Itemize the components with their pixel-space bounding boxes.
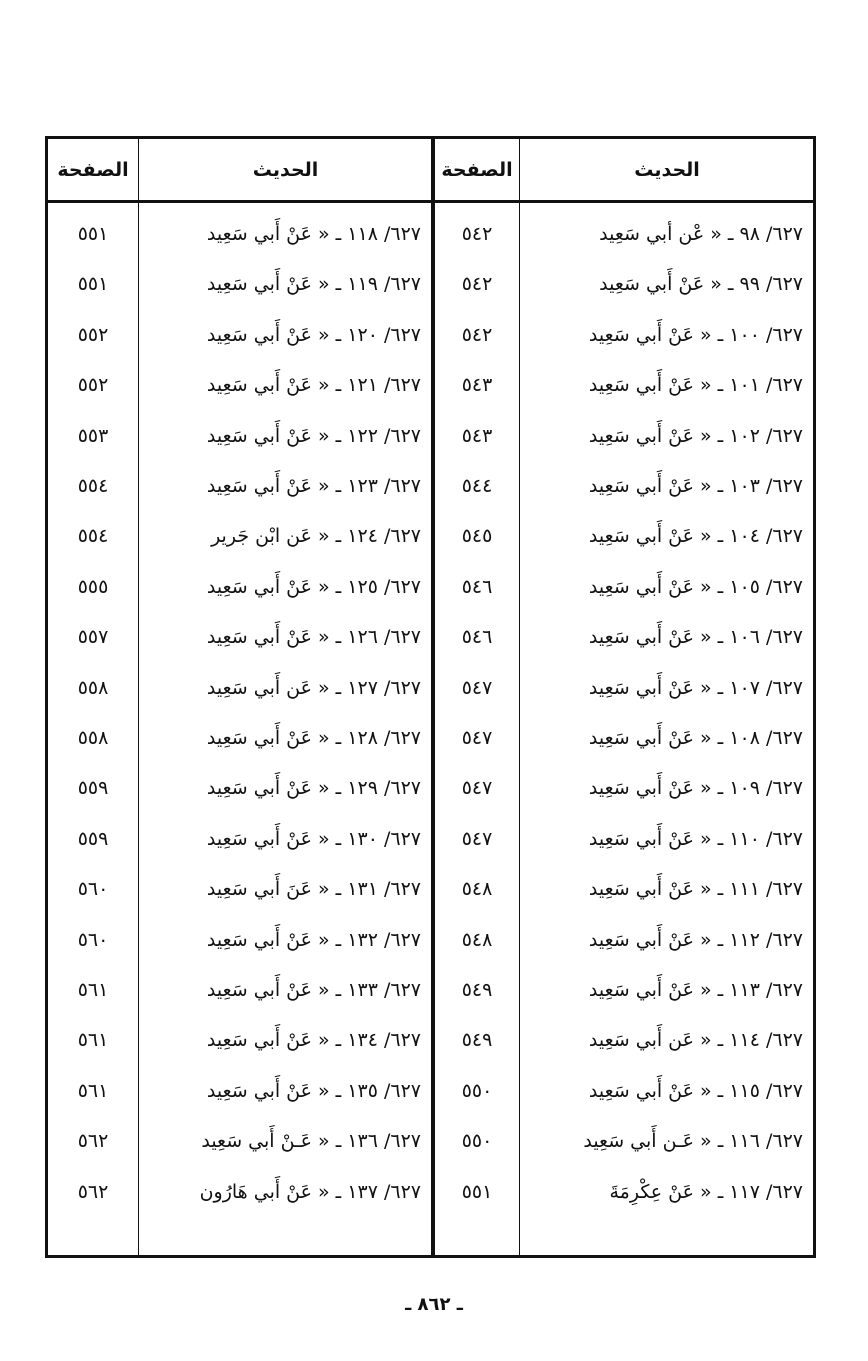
page-number: ـ ٨٦٢ ـ [405, 1294, 463, 1315]
page-ref-left: ٥٦٠ [77, 928, 109, 951]
hadith-entry-left: ٦٢٧/ ١٣٣ ـ « عَنْ أَبي سَعِيد [206, 979, 421, 1001]
hadith-entry-right: ٦٢٧/ ١١٣ ـ « عَنْ أَبي سَعِيد [588, 979, 803, 1001]
page-ref-left: ٥٦١ [77, 1079, 109, 1102]
page-ref-left: ٥٥١ [77, 273, 109, 296]
page-ref-right: ٥٤٤ [461, 475, 493, 497]
page-ref-right: ٥٤٧ [461, 727, 493, 749]
page-ref-left: ٥٥٤ [77, 475, 109, 497]
hadith-entry-left: ٦٢٧/ ١٢٨ ـ « عَنْ أَبي سَعِيد [206, 727, 421, 749]
hadith-entry-right: ٦٢٧/ ١٠٠ ـ « عَنْ أَبي سَعِيد [588, 323, 803, 346]
hadith-entry-right: ٦٢٧/ ١٠٥ ـ « عَنْ أَبي سَعِيد [588, 575, 803, 598]
hadith-entry-left: ٦٢٧/ ١٢٠ ـ « عَنْ أَبي سَعِيد [206, 323, 421, 346]
page-ref-left: ٥٥٩ [77, 827, 109, 850]
page-ref-right: ٥٥١ [461, 1180, 493, 1203]
page-ref-left: ٥٥١ [77, 223, 109, 245]
hadith-entry-left: ٦٢٧/ ١٢٧ ـ « عَن أَبي سَعِيد [206, 676, 421, 699]
hadith-entry-left: ٦٢٧/ ١٣٢ ـ « عَنْ أَبي سَعِيد [206, 928, 421, 951]
hadith-entry-right: ٦٢٧/ ١٠٦ ـ « عَنْ أَبي سَعِيد [588, 626, 803, 649]
header-page-left: الصفحة [57, 158, 129, 181]
page-ref-left: ٥٥٥ [77, 575, 109, 598]
page-ref-left: ٥٥٧ [77, 626, 109, 649]
page-ref-right: ٥٤٢ [461, 273, 493, 296]
page-ref-right: ٥٤٦ [461, 575, 493, 598]
page-ref-left: ٥٥٣ [77, 424, 109, 447]
hadith-entry-left: ٦٢٧/ ١٢١ ـ « عَنْ أَبي سَعِيد [206, 374, 421, 397]
hadith-entry-right: ٦٢٧/ ٩٩ ـ « عَنْ أَبي سَعِيد [599, 273, 803, 296]
page-ref-right: ٥٤٩ [461, 1029, 493, 1052]
page-ref-right: ٥٤٥ [461, 525, 493, 548]
page-ref-right: ٥٤٣ [461, 424, 493, 447]
page-ref-right: ٥٥٠ [461, 1130, 493, 1153]
page-ref-left: ٥٦٢ [77, 1180, 109, 1203]
index-table [45, 136, 816, 1258]
hadith-entry-left: ٦٢٧/ ١٣٤ ـ « عَنْ أَبي سَعِيد [206, 1029, 421, 1052]
hadith-entry-right: ٦٢٧/ ١٠٨ ـ « عَنْ أَبي سَعِيد [588, 727, 803, 749]
hadith-entry-right: ٦٢٧/ ١٠٩ ـ « عَنْ أَبي سَعِيد [588, 777, 803, 800]
page-ref-right: ٥٤٣ [461, 374, 493, 397]
hadith-entry-left: ٦٢٧/ ١٢٦ ـ « عَنْ أَبي سَعِيد [206, 626, 421, 649]
page-ref-left: ٥٥٨ [77, 676, 109, 699]
page-ref-right: ٥٤٦ [461, 626, 493, 649]
hadith-entry-left: ٦٢٧/ ١٢٥ ـ « عَنْ أَبي سَعِيد [206, 575, 421, 598]
header-hadith-left: الحديث [252, 158, 319, 181]
page-ref-right: ٥٤٨ [461, 928, 493, 951]
hadith-entry-left: ٦٢٧/ ١٣٧ ـ « عَنْ أَبي هَارُون [199, 1180, 421, 1203]
hadith-entry-right: ٦٢٧/ ١١٦ ـ « عَـن أَبي سَعِيد [583, 1130, 803, 1153]
hadith-entry-right: ٦٢٧/ ١١١ ـ « عَنْ أَبي سَعِيد [588, 878, 803, 901]
page-ref-left: ٥٦٢ [77, 1130, 109, 1153]
page-ref-right: ٥٤٢ [461, 223, 493, 245]
hadith-entry-left: ٦٢٧/ ١١٨ ـ « عَنْ أَبي سَعِيد [206, 223, 421, 245]
page-ref-right: ٥٥٠ [461, 1079, 493, 1102]
hadith-entry-right: ٦٢٧/ ١١٧ ـ « عَنْ عِكْرِمَةَ [609, 1180, 803, 1203]
page-ref-right: ٥٤٧ [461, 676, 493, 699]
hadith-entry-left: ٦٢٧/ ١٣١ ـ « عَنَ أَبي سَعِيد [206, 878, 421, 901]
hadith-entry-left: ٦٢٧/ ١٣٥ ـ « عَنْ أَبي سَعِيد [206, 1079, 421, 1102]
page-ref-right: ٥٤٧ [461, 827, 493, 850]
hadith-entry-left: ٦٢٧/ ١٢٢ ـ « عَنْ أَبي سَعِيد [206, 424, 421, 447]
hadith-entry-right: ٦٢٧/ ١٠١ ـ « عَنْ أَبي سَعِيد [588, 374, 803, 397]
hadith-entry-left: ٦٢٧/ ١٣٠ ـ « عَنْ أَبي سَعِيد [206, 827, 421, 850]
hadith-entry-right: ٦٢٧/ ١٠٢ ـ « عَنْ أَبي سَعِيد [588, 424, 803, 447]
page-ref-left: ٥٥٢ [77, 323, 109, 346]
hadith-entry-right: ٦٢٧/ ١١٢ ـ « عَنْ أَبي سَعِيد [588, 928, 803, 951]
hadith-entry-left: ٦٢٧/ ١١٩ ـ « عَنْ أَبي سَعِيد [206, 273, 421, 296]
hadith-entry-left: ٦٢٧/ ١٢٣ ـ « عَنْ أَبي سَعِيد [206, 475, 421, 497]
column-divider [138, 139, 139, 1255]
hadith-entry-right: ٦٢٧/ ١٠٤ ـ « عَنْ أَبي سَعِيد [588, 525, 803, 548]
hadith-entry-left: ٦٢٧/ ١٢٩ ـ « عَنْ أَبي سَعِيد [206, 777, 421, 800]
hadith-entry-left: ٦٢٧/ ١٣٦ ـ « عَـنْ أَبي سَعِيد [201, 1130, 421, 1153]
column-divider [519, 139, 520, 1255]
page-ref-right: ٥٤٩ [461, 979, 493, 1001]
hadith-entry-right: ٦٢٧/ ١١٠ ـ « عَنْ أَبي سَعِيد [588, 827, 803, 850]
hadith-entry-right: ٦٢٧/ ١٠٣ ـ « عَنْ أَبي سَعِيد [588, 475, 803, 497]
page-ref-left: ٥٦٠ [77, 878, 109, 901]
header-hadith-right: الحديث [634, 158, 700, 181]
page-ref-left: ٥٥٩ [77, 777, 109, 800]
hadith-entry-right: ٦٢٧/ ١١٤ ـ « عَن أَبي سَعِيد [588, 1029, 803, 1052]
page-ref-left: ٥٦١ [77, 979, 109, 1001]
hadith-entry-right: ٦٢٧/ ١٠٧ ـ « عَنْ أَبي سَعِيد [588, 676, 803, 699]
hadith-entry-left: ٦٢٧/ ١٢٤ ـ « عَن ابْن جَرير [211, 525, 421, 548]
page-ref-right: ٥٤٨ [461, 878, 493, 901]
hadith-entry-right: ٦٢٧/ ١١٥ ـ « عَنْ أَبي سَعِيد [588, 1079, 803, 1102]
page-ref-left: ٥٥٤ [77, 525, 109, 548]
hadith-entry-right: ٦٢٧/ ٩٨ ـ « عْن أبي سَعِيد [599, 223, 803, 245]
page-ref-right: ٥٤٧ [461, 777, 493, 800]
page-ref-left: ٥٦١ [77, 1029, 109, 1052]
page-ref-left: ٥٥٨ [77, 727, 109, 749]
page-ref-right: ٥٤٢ [461, 323, 493, 346]
header-page-right: الصفحة [441, 158, 513, 181]
page-ref-left: ٥٥٢ [77, 374, 109, 397]
